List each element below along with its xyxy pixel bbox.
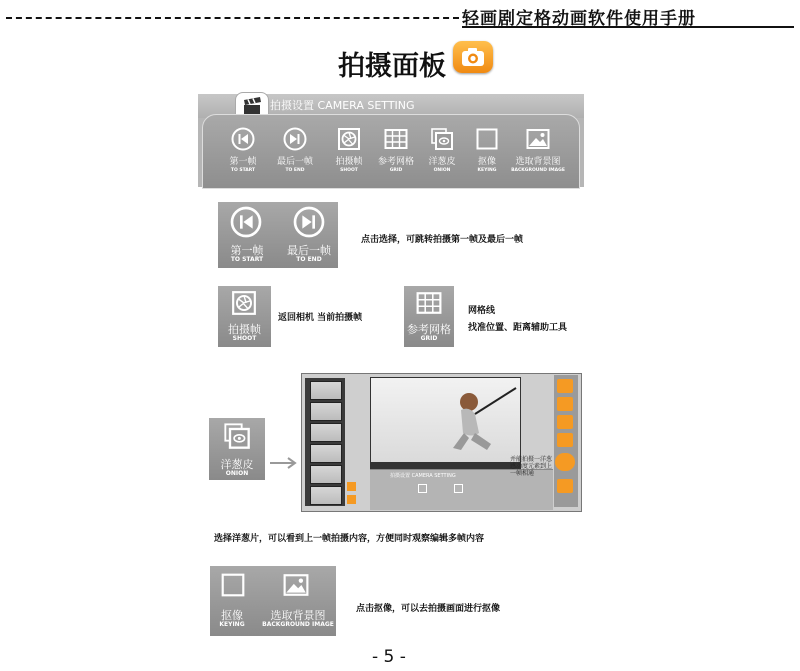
grid-icon bbox=[418, 484, 427, 493]
keying-icon bbox=[475, 127, 499, 151]
to-end-sub: TO END bbox=[285, 168, 305, 173]
film-frame bbox=[310, 465, 342, 484]
to-end-label: 最后一帧 bbox=[276, 157, 313, 167]
film-frame bbox=[310, 402, 342, 421]
camera-icon[interactable] bbox=[555, 453, 575, 471]
film-frame bbox=[310, 381, 342, 400]
skip-last-icon bbox=[293, 206, 325, 242]
keying-sub: KEYING bbox=[219, 621, 245, 628]
background-image-sub: BACKGROUND IMAGE bbox=[262, 621, 334, 628]
lock-icon bbox=[347, 482, 356, 491]
keying-tile bbox=[210, 566, 336, 636]
background-image-label: 选取背景图 bbox=[270, 609, 326, 622]
to-start-label: 第一帧 bbox=[230, 244, 264, 257]
grid-description-line1: 网格线 bbox=[468, 306, 496, 316]
nav-description: 点击选择，可跳转拍摄第一帧及最后一帧 bbox=[361, 235, 524, 245]
film-frame bbox=[310, 486, 342, 505]
screenshot-tooltip: 并能拍摄一洋葱感动度元素到上一帧相通 bbox=[510, 456, 553, 477]
camera-icon bbox=[453, 41, 493, 73]
grid-sub: GRID bbox=[420, 335, 438, 342]
play-icon[interactable] bbox=[557, 433, 573, 447]
onion-skin-icon bbox=[223, 422, 251, 454]
image-icon bbox=[526, 127, 550, 151]
camera-preview bbox=[370, 377, 521, 471]
shoot-tile bbox=[218, 286, 271, 347]
shutter-icon bbox=[337, 127, 361, 151]
filmstrip bbox=[305, 378, 345, 506]
skip-first-icon bbox=[230, 206, 262, 242]
page-number: - 5 - bbox=[372, 647, 406, 667]
shoot-sub: SHOOT bbox=[340, 168, 358, 173]
app-screenshot bbox=[301, 373, 582, 512]
image-icon bbox=[282, 572, 310, 602]
nav-tile bbox=[218, 202, 338, 268]
settings-icon[interactable] bbox=[557, 379, 573, 393]
to-start-button[interactable] bbox=[213, 127, 273, 173]
grid-icon bbox=[416, 290, 442, 320]
grid-description-line2: 找准位置、距离辅助工具 bbox=[468, 323, 568, 333]
sound-icon[interactable] bbox=[557, 415, 573, 429]
shoot-description: 返回相机 当前拍摄帧 bbox=[278, 313, 363, 323]
delete-icon bbox=[347, 495, 356, 504]
keying-label: 抠像 bbox=[477, 157, 496, 167]
film-frame bbox=[310, 444, 342, 463]
onion-sub: ONION bbox=[225, 470, 249, 477]
keying-icon bbox=[220, 572, 246, 602]
shoot-label: 拍摄帧 bbox=[228, 323, 261, 336]
to-end-label: 最后一帧 bbox=[287, 244, 331, 257]
grid-label: 参考网格 bbox=[407, 323, 451, 336]
to-end-sub: TO END bbox=[296, 256, 322, 263]
screenshot-panel-title: 拍摄设置 CAMERA SETTING bbox=[390, 473, 456, 479]
to-end-button[interactable] bbox=[265, 127, 325, 173]
right-toolbar bbox=[554, 375, 578, 507]
header-dashed-rule bbox=[6, 17, 459, 19]
header-title: 轻画剧定格动画软件使用手册 bbox=[462, 9, 696, 29]
arrow-right-icon bbox=[270, 454, 298, 473]
shutter-icon bbox=[231, 290, 257, 320]
keying-label: 抠像 bbox=[221, 609, 243, 622]
shoot-sub: SHOOT bbox=[232, 335, 257, 342]
figure-image bbox=[371, 378, 520, 470]
camera-setting-panel bbox=[198, 94, 584, 187]
grid-tile bbox=[404, 286, 454, 347]
grid-icon bbox=[384, 127, 408, 151]
onion-label: 洋葱皮 bbox=[428, 157, 456, 167]
film-frame bbox=[310, 423, 342, 442]
onion-description: 选择洋葱片，可以看到上一帧拍摄内容，方便同时观察编辑多帧内容 bbox=[214, 534, 485, 544]
background-image-button[interactable] bbox=[508, 127, 568, 173]
export-icon[interactable] bbox=[557, 479, 573, 493]
page-title: 拍摄面板 bbox=[338, 51, 446, 82]
shoot-label: 拍摄帧 bbox=[335, 157, 363, 167]
onion-sub: ONION bbox=[433, 168, 451, 173]
grid-sub: GRID bbox=[389, 168, 403, 173]
to-start-label: 第一帧 bbox=[229, 157, 257, 167]
timer-icon[interactable] bbox=[557, 397, 573, 411]
skip-first-icon bbox=[231, 127, 255, 151]
panel-title: 拍摄设置 CAMERA SETTING bbox=[270, 99, 415, 112]
onion-label: 洋葱皮 bbox=[220, 458, 254, 471]
header-underline bbox=[462, 26, 794, 28]
to-start-sub: TO START bbox=[230, 168, 256, 173]
onion-tile bbox=[209, 418, 265, 480]
skip-last-icon bbox=[283, 127, 307, 151]
onion-skin-icon bbox=[454, 484, 463, 493]
background-image-sub: BACKGROUND IMAGE bbox=[511, 168, 565, 173]
keying-sub: KEYING bbox=[477, 168, 497, 173]
keying-description: 点击抠像，可以去拍摄画面进行抠像 bbox=[356, 604, 501, 614]
onion-skin-icon bbox=[430, 127, 454, 151]
to-start-sub: TO START bbox=[230, 256, 264, 263]
grid-label: 参考网格 bbox=[377, 157, 414, 167]
background-image-label: 选取背景图 bbox=[515, 157, 561, 167]
